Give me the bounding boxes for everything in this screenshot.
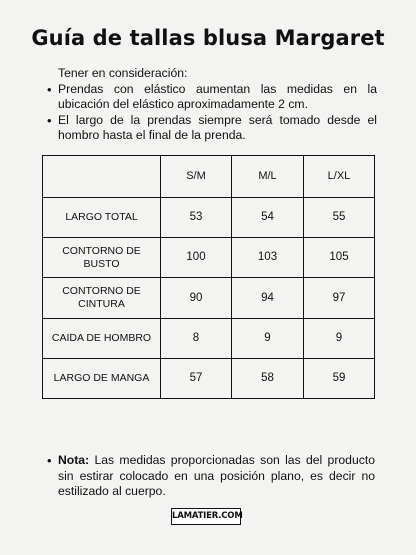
table-header-row (43, 156, 375, 198)
table-row (43, 318, 375, 358)
note-item (47, 453, 375, 500)
table-cell: 55 (304, 198, 375, 238)
header-cell-ml: M/L (232, 156, 304, 198)
brand-logo: LAMATIER.COM (171, 508, 241, 525)
note-label: Nota: (58, 453, 90, 467)
header-cell-sm: S/M (161, 156, 232, 198)
table-row (43, 198, 375, 238)
header-cell-empty (43, 156, 161, 198)
table-cell: 105 (304, 238, 375, 278)
size-chart-table (42, 155, 375, 399)
table-cell: 9 (232, 318, 304, 358)
row-label: LARGO DE MANGA (43, 358, 161, 398)
considerations-heading: Tener en consideración: (58, 66, 188, 80)
table-row (43, 358, 375, 398)
table-cell: 59 (304, 358, 375, 398)
row-label: CAIDA DE HOMBRO (43, 318, 161, 358)
row-label: CONTORNO DE BUSTO (43, 238, 161, 278)
row-label: CONTORNO DE CINTURA (43, 278, 161, 318)
page-title: Guía de tallas blusa Margaret (31, 26, 385, 50)
table-cell: 90 (161, 278, 232, 318)
table-cell: 8 (161, 318, 232, 358)
table-cell: 54 (232, 198, 304, 238)
table-cell: 53 (161, 198, 232, 238)
header-cell-lxl: L/XL (304, 156, 375, 198)
note-text: Las medidas proporcionadas son las del producto sin estirar colocado en una posición plano, es decir no estilizado al cuerpo. (58, 453, 375, 498)
table-cell: 9 (304, 318, 375, 358)
table-cell: 100 (161, 238, 232, 278)
considerations-list (47, 82, 377, 144)
table-cell: 94 (232, 278, 304, 318)
list-item-elastic: • Prendas con elástico aumentan las medidas en la ubicación del elástico aproximadamente 2 cm. (47, 82, 377, 113)
table-cell: 58 (232, 358, 304, 398)
table-row (43, 278, 375, 318)
table-cell: 57 (161, 358, 232, 398)
note-section (47, 453, 375, 500)
row-label: LARGO TOTAL (43, 198, 161, 238)
table-row (43, 238, 375, 278)
table-cell: 97 (304, 278, 375, 318)
considerations-section (47, 66, 377, 144)
note-list (47, 453, 375, 500)
list-item-length: • El largo de la prendas siempre será tomado desde el hombro hasta el final de la prenda. (47, 113, 377, 144)
table-cell: 103 (232, 238, 304, 278)
